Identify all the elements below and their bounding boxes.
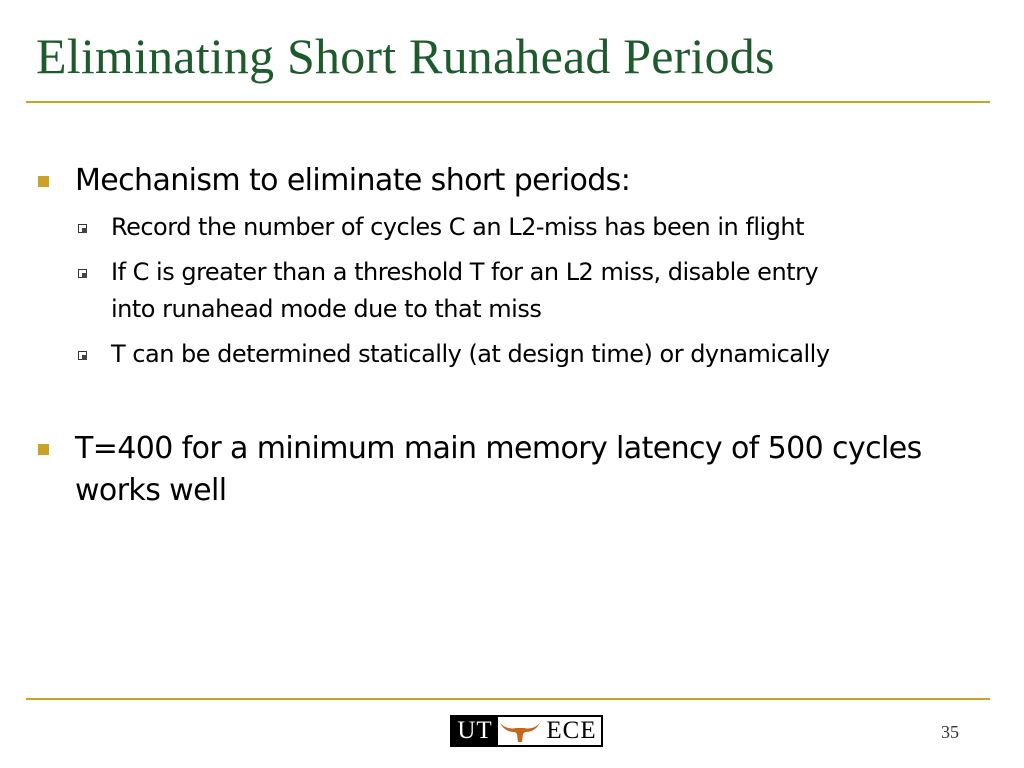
page-number: 35: [941, 722, 959, 742]
sub-bullet-text-cont: into runahead mode due to that miss: [111, 295, 542, 323]
longhorn-icon: [498, 717, 542, 745]
bullet-text: Mechanism to eliminate short periods:: [75, 163, 631, 198]
sub-bullet-text: Record the number of cycles C an L2-miss has been in flight: [111, 213, 805, 241]
sub-bullet-item: [111, 254, 981, 328]
hollow-square-bullet-icon: [78, 269, 87, 278]
bullet-text: T=400 for a minimum main memory latency of 500 cycles: [75, 431, 922, 466]
square-bullet-icon: [38, 444, 49, 455]
hollow-square-bullet-icon: [78, 224, 87, 233]
sub-bullet-text: If C is greater than a threshold T for an L2 miss, disable entry: [111, 258, 819, 286]
sub-bullet-item: [111, 336, 981, 373]
logo-ece-text: ECE: [542, 717, 601, 745]
hollow-square-bullet-icon: [78, 351, 87, 360]
square-bullet-icon: [38, 176, 49, 187]
logo-ut-text: UT: [452, 717, 498, 745]
footer-divider: [26, 698, 990, 700]
sub-bullet-item: [111, 209, 981, 246]
bullet-item: [75, 428, 975, 512]
bullet-text-cont: works well: [75, 473, 227, 508]
bullet-item: [75, 160, 975, 202]
slide-title: Eliminating Short Runahead Periods: [36, 28, 775, 84]
sub-bullet-text: T can be determined statically (at design time) or dynamically: [111, 340, 830, 368]
ut-ece-logo: [450, 715, 603, 747]
